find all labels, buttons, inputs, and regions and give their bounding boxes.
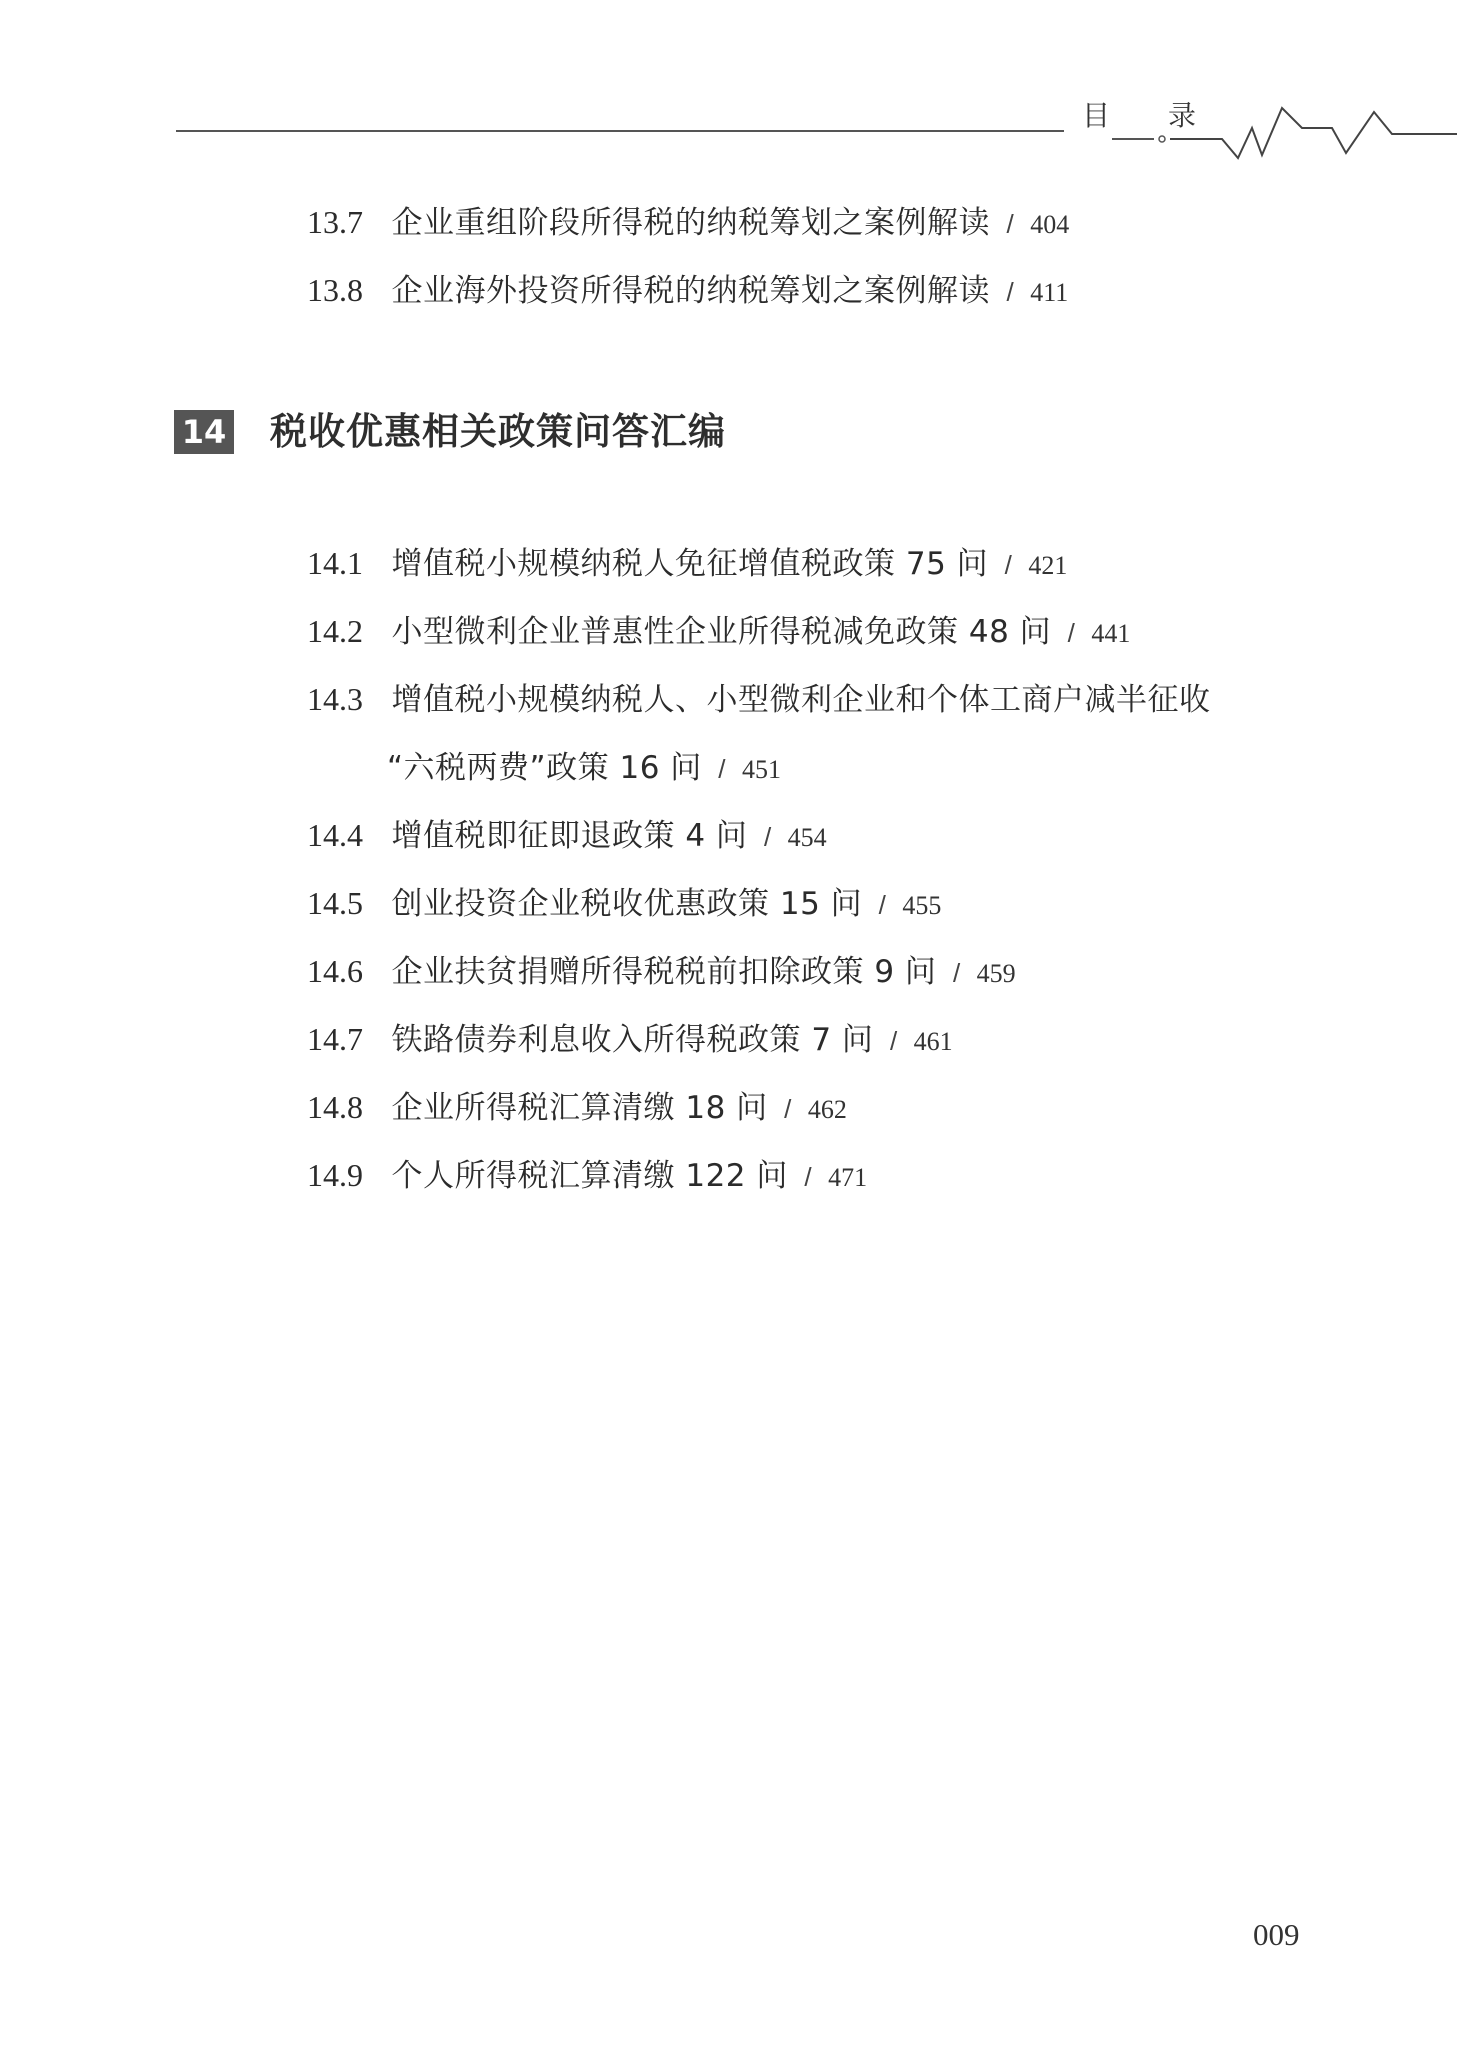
entry-separator: /: [763, 822, 772, 852]
toc-entry-14-3-continuation[interactable]: [387, 747, 781, 790]
toc-entry-14-2[interactable]: [307, 611, 1130, 654]
entry-page-number: 461: [913, 1027, 953, 1056]
entry-title: 企业所得税汇算清缴 18 问: [391, 1090, 768, 1126]
entry-separator: /: [889, 1026, 898, 1056]
entry-separator: /: [952, 958, 961, 988]
entry-title: 增值税小规模纳税人、小型微利企业和个体工商户减半征收: [391, 682, 1211, 718]
entry-number: 14.9: [307, 1157, 363, 1193]
entry-title: 创业投资企业税收优惠政策 15 问: [391, 886, 863, 922]
entry-number: 14.3: [307, 681, 363, 717]
page-folio-number: 009: [1253, 1917, 1300, 1952]
toc-entry-14-8[interactable]: [307, 1087, 847, 1130]
entry-title: 企业重组阶段所得税的纳税筹划之案例解读: [391, 205, 990, 241]
entry-page-number: 451: [742, 755, 782, 784]
entry-separator: /: [1004, 550, 1012, 580]
entry-separator: /: [1006, 277, 1014, 307]
header-rule-decoration: [0, 0, 1457, 180]
entry-title: 个人所得税汇算清缴 122 问: [391, 1158, 788, 1194]
entry-page-number: 421: [1028, 551, 1068, 580]
entry-title: 企业扶贫捐赠所得税税前扣除政策 9 问: [391, 954, 937, 990]
chapter-number-badge: 14: [174, 410, 234, 454]
toc-entry-14-1[interactable]: [307, 543, 1067, 586]
entry-number: 13.8: [307, 272, 363, 308]
entry-page-number: 455: [902, 891, 942, 920]
chapter-title[interactable]: 税收优惠相关政策问答汇编: [270, 410, 726, 453]
entry-page-number: 459: [976, 959, 1016, 988]
entry-page-number: 462: [807, 1095, 847, 1124]
toc-entry-14-3[interactable]: [307, 679, 1211, 720]
entry-separator: /: [878, 890, 886, 920]
entry-title: 企业海外投资所得税的纳税筹划之案例解读: [391, 273, 990, 309]
entry-separator: /: [1067, 618, 1075, 648]
entry-number: 14.2: [307, 613, 363, 649]
entry-number: 14.4: [307, 817, 363, 853]
entry-number: 14.8: [307, 1089, 363, 1125]
toc-entry-14-6[interactable]: [307, 951, 1016, 994]
entry-title-continuation: “六税两费”政策 16 问: [387, 750, 702, 786]
toc-entry-14-9[interactable]: [307, 1155, 867, 1198]
entry-title: 小型微利企业普惠性企业所得税减免政策 48 问: [391, 614, 1052, 650]
entry-title: 增值税即征即退政策 4 问: [391, 818, 748, 854]
toc-entry-14-5[interactable]: [307, 883, 941, 926]
entry-page-number: 471: [828, 1163, 868, 1192]
entry-page-number: 404: [1030, 210, 1070, 239]
entry-page-number: 411: [1030, 278, 1069, 307]
entry-separator: /: [718, 754, 726, 784]
toc-entry-14-7[interactable]: [307, 1019, 953, 1062]
entry-page-number: 441: [1091, 619, 1131, 648]
entry-number: 14.7: [307, 1021, 363, 1057]
entry-number: 14.5: [307, 885, 363, 921]
entry-number: 14.1: [307, 545, 363, 581]
entry-number: 13.7: [307, 204, 363, 240]
running-header-title: 目录: [1082, 99, 1255, 132]
toc-entry-13-7[interactable]: [307, 202, 1069, 245]
entry-number: 14.6: [307, 953, 363, 989]
toc-entry-14-4[interactable]: [307, 815, 827, 858]
entry-separator: /: [804, 1162, 812, 1192]
toc-entry-13-8[interactable]: [307, 270, 1068, 313]
entry-page-number: 454: [787, 823, 827, 852]
entry-title: 铁路债券利息收入所得税政策 7 问: [391, 1022, 874, 1058]
entry-title: 增值税小规模纳税人免征增值税政策 75 问: [391, 546, 989, 582]
entry-separator: /: [1006, 209, 1014, 239]
entry-separator: /: [784, 1094, 792, 1124]
